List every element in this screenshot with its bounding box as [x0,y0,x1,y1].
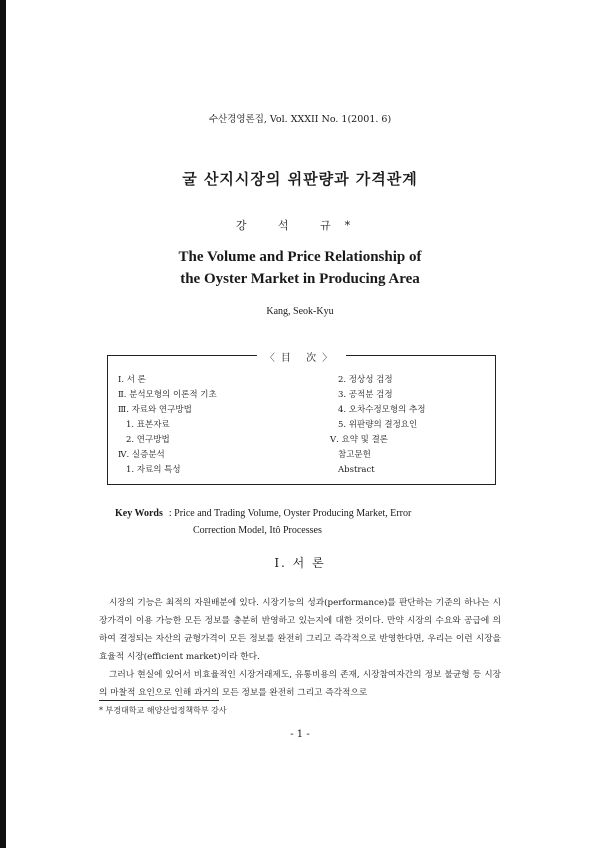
toc-item: Ⅱ. 분석모형의 이론적 기초 [118,390,217,400]
section-title: Ⅰ. 서 론 [274,556,326,570]
title-english-line2: the Oyster Market in Producing Area [180,271,420,287]
toc-item: 2. 정상성 검정 [338,375,393,385]
toc-left-column [118,373,217,478]
paragraph: 그러나 현실에 있어서 비효율적인 시장거래제도, 유통비용의 존재, 시장참여자간의 정보 불균형 등 시장의 마찰적 요인으로 인해 과거의 모든 정보를 완전히 그리고 즉각적으로 [99,670,501,698]
title-english [0,246,600,290]
toc-item: 5. 위판량의 결정요인 [338,420,418,430]
toc-item: 3. 공적분 검정 [338,390,393,400]
toc-item: Ⅴ. 요약 및 결론 [330,435,389,445]
toc-right-column [330,373,425,478]
title-english-line1: The Volume and Price Relationship of [178,249,422,265]
toc-item: 1. 표본자료 [126,420,170,430]
title-korean: 굴 산지시장의 위판량과 가격관계 [182,170,418,188]
toc-item: 4. 오차수정모형의 추정 [338,405,426,415]
author-korean: 강 석 규* [235,219,365,232]
toc-item: Ⅳ. 실증분석 [118,450,165,460]
toc-item: Abstract [338,465,375,475]
author-english: Kang, Seok-Kyu [266,306,334,317]
keywords-block [115,505,505,539]
toc-item: Ⅰ. 서 론 [118,375,146,385]
toc-item: 2. 연구방법 [126,435,170,445]
keywords-line1: : Price and Trading Volume, Oyster Producing Market, Error [168,508,412,519]
scan-edge [0,0,6,848]
toc-item: Ⅲ. 자료와 연구방법 [118,405,192,415]
body-text [99,594,501,702]
toc-heading: 〈目 次〉 [257,353,346,364]
journal-header: 수산경영론집, Vol. XXXII No. 1(2001. 6) [208,114,392,125]
table-of-contents [107,355,496,485]
page-number: - 1 - [290,729,310,740]
toc-item: 참고문헌 [338,450,371,460]
keywords-line2: Correction Model, Itô Processes [193,525,322,536]
keywords-label: Key Words [115,508,163,519]
footnote-divider [99,700,219,701]
toc-item: 1. 자료의 특성 [126,465,181,475]
footnote: * 부경대학교 해양산업정책학부 강사 [99,706,227,715]
paragraph: 시장의 기능은 최적의 자원배분에 있다. 시장기능의 성과(performance)를 판단하는 기준의 하나는 시장가격이 이용 가능한 모든 정보를 충분히 반영하고 있는지에 대한 것이다. 만약 시장의 수요와 공급에 의하여 결정되는 자산의 균형가격이 모든 정보를 완전히 그리고 즉각적으로 반영한다면, 우리는 이런 시장을 효율적 시장(efficient market)이라 한다. [99,598,501,662]
